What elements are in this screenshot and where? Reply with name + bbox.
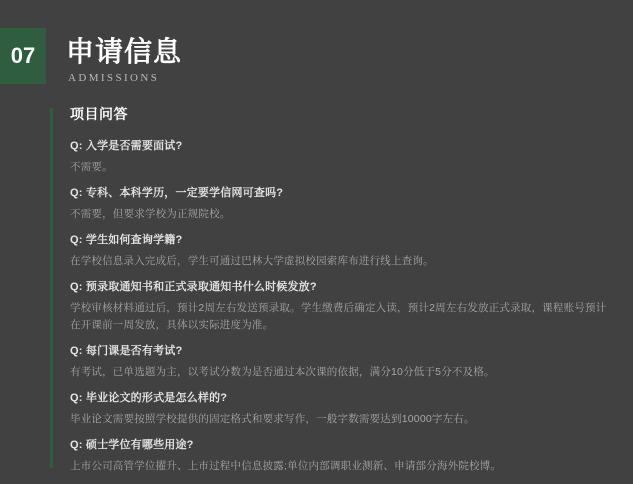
qa-answer: 不需要，但要求学校为正规院校。 — [70, 208, 231, 220]
list-item — [70, 279, 620, 334]
qa-question: Q: 学生如何查询学籍? — [70, 234, 183, 246]
accent-bar — [50, 108, 53, 468]
qa-question: Q: 入学是否需要面试? — [70, 140, 183, 152]
content-panel — [50, 100, 620, 471]
section-number-badge: 07 — [0, 28, 46, 84]
qa-question: Q: 每门课是否有考试? — [70, 345, 183, 357]
page-subtitle: ADMISSIONS — [68, 72, 160, 84]
qa-answer: 毕业论文需要按照学校提供的固定格式和要求写作，一般字数需要达到10000字左右。 — [70, 413, 475, 425]
qa-question: Q: 毕业论文的形式是怎么样的? — [70, 392, 228, 404]
list-item — [70, 437, 620, 475]
qa-question: Q: 预录取通知书和正式录取通知书什么时候发放? — [70, 281, 317, 293]
section-title: 项目问答 — [70, 106, 128, 122]
list-item — [70, 343, 620, 381]
list-item — [70, 232, 620, 270]
qa-answer: 在学校信息录入完成后，学生可通过巴林大学虚拟校园索库布进行线上查询。 — [70, 255, 434, 267]
qa-answer: 学校审核材料通过后，预计2周左右发送预录取。学生缴费后确定入读，预计2周左右发放正式录取，课程账号预计在开课前一周发放，具体以实际进度为准。 — [70, 302, 607, 331]
qa-question: Q: 硕士学位有哪些用途? — [70, 439, 194, 451]
qa-answer: 不需要。 — [70, 161, 113, 173]
list-item — [70, 390, 620, 428]
qa-answer: 上市公司高管学位擢升、上市过程中信息披露;单位内部调职业测新、申请部分海外院校博。 — [70, 460, 502, 472]
list-item — [70, 185, 620, 223]
qa-list — [70, 100, 620, 484]
slide-header — [0, 14, 633, 84]
page-title: 申请信息 — [66, 36, 183, 67]
qa-question: Q: 专科、本科学历，一定要学信网可查吗? — [70, 187, 284, 199]
list-item — [70, 138, 620, 176]
qa-answer: 有考试，已单选题为主，以考试分数为是否通过本次课的依据，满分10分低于5分不及格。 — [70, 366, 495, 378]
